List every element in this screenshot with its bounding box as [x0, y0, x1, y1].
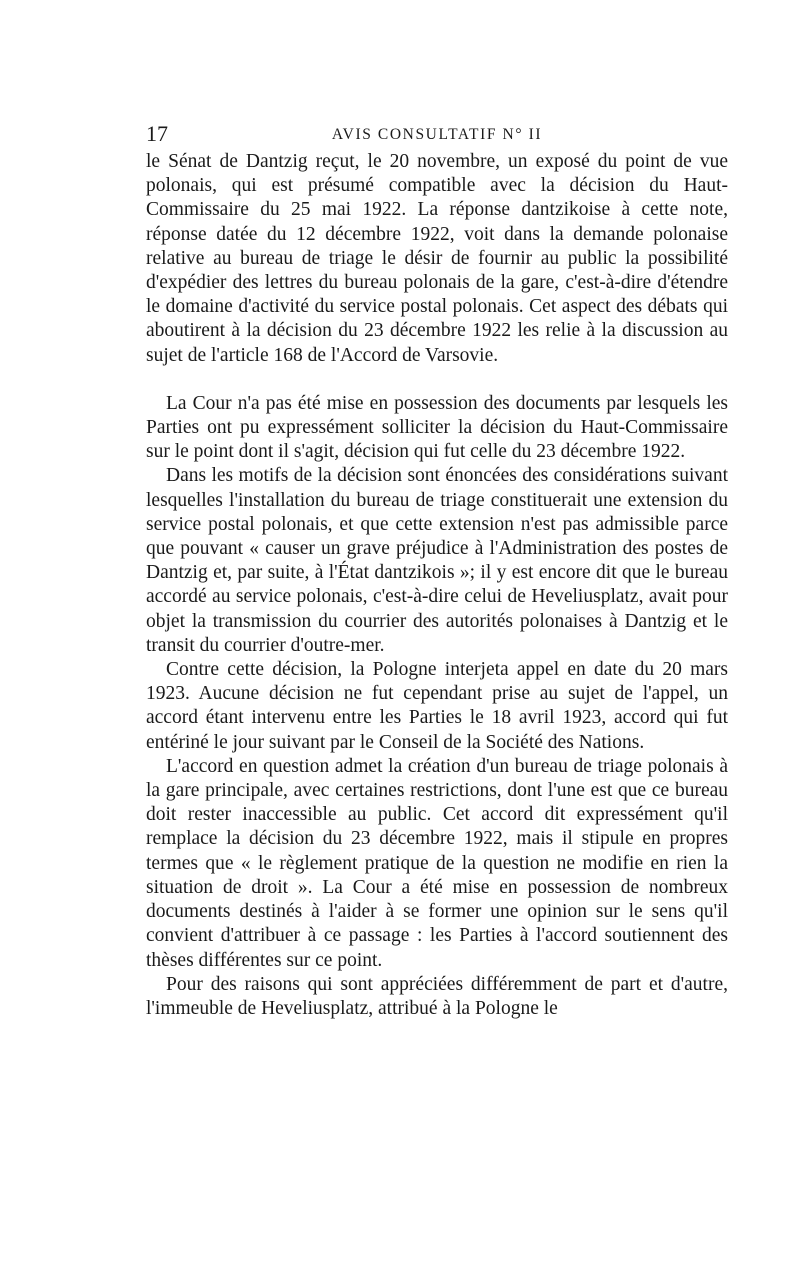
paragraph: L'accord en question admet la création d'un bureau de triage polonais à la gare principale, avec certaines restrictions, dont l'une est que ce bureau doit rester inaccessible au public. Cet accord dit expressément qu'il remplace la décision du 23 décembre 1922, mais il stipule en propres termes que « le règlement pratique de la question ne modifie en rien la situation de droit ». La Cour a été mise en possession de nombreux documents destinés à l'aider à se former une opinion sur le sens qu'il convient d'attribuer à ce passage : les Parties à l'accord soutiennent des thèses différentes sur ce point. — [146, 755, 728, 971]
running-head — [146, 122, 728, 146]
body-text — [146, 150, 728, 1021]
running-title: AVIS CONSULTATIF N° II — [331, 126, 543, 143]
paragraph-continuation: le Sénat de Dantzig reçut, le 20 novembre, un exposé du point de vue polonais, qui est présumé compatible avec la décision du Haut-Commissaire du 25 mai 1922. La réponse dantzikoise à cette note, réponse datée du 12 décembre 1922, voit dans la demande polonaise relative au bureau de triage le désir de fournir au public la possibilité d'expédier des lettres du bureau polonais de la gare, c'est-à-dire d'étendre le domaine d'activité du service postal polonais. Cet aspect des débats qui aboutirent à la décision du 23 décembre 1922 les relie à la discussion au sujet de l'article 168 de l'Accord de Varsovie. — [146, 151, 728, 366]
page-number: 17 — [146, 121, 168, 146]
paragraph: Contre cette décision, la Pologne interjeta appel en date du 20 mars 1923. Aucune décision ne fut cependant prise au sujet de l'appel, un accord étant intervenu entre les Parties le 18 avril 1923, accord qui fut entériné le jour suivant par le Conseil de la Société des Nations. — [146, 659, 728, 753]
paragraph: La Cour n'a pas été mise en possession des documents par lesquels les Parties ont pu expressément solliciter la décision du Haut-Commissaire sur le point dont il s'agit, décision qui fut celle du 23 décembre 1922. — [146, 392, 728, 463]
paragraph: Pour des raisons qui sont appréciées différemment de part et d'autre, l'immeuble de Heveliusplatz, attribué à la Pologne le — [146, 973, 728, 1019]
paragraph: Dans les motifs de la décision sont énoncées des considérations suivant lesquelles l'installation du bureau de triage constituerait une extension du service postal polonais, et que cette extension n'est pas admissible parce que pouvant « causer un grave préjudice à l'Administration des postes de Dantzig et, par suite, à l'État dantzikois »; il y est encore dit que le bureau accordé au service polonais, c'est-à-dire celui de Heveliusplatz, avait pour objet la transmission du courrier des autorités polonaises à Dantzig et le transit du courrier d'outre-mer. — [146, 465, 728, 656]
